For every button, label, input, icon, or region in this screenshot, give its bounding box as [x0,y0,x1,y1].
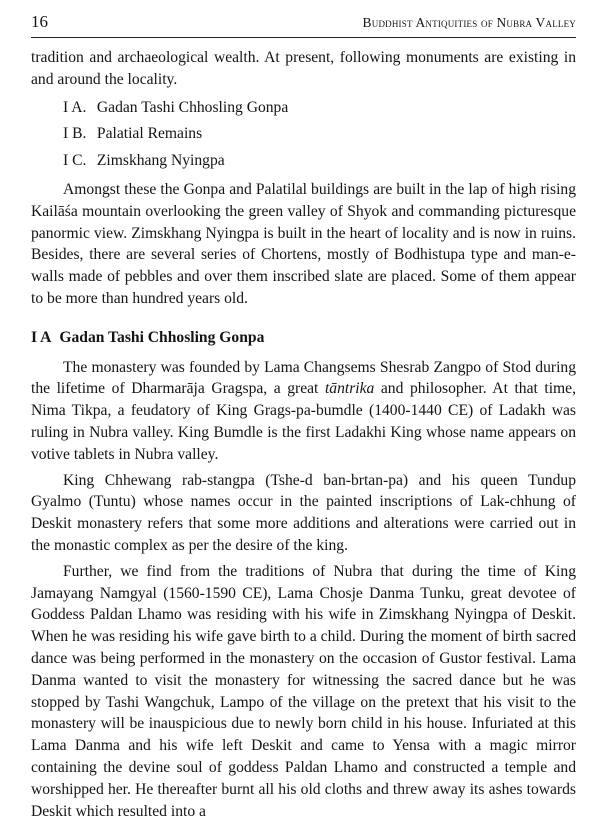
body-text [31,47,576,822]
list-item-label: I A. [63,98,87,116]
paragraph-text-start: The monastery was founded by Lama Changsems Shesrab Zangpo of Stod during the lifetime of Dharmarāja Gragspa, a great [31,358,576,398]
history-paragraph: King Chhewang rab-stangpa (Tshe-d ban-brtan-pa) and his queen Tundup Gyalmo (Tuntu) whose names occur in the painted inscriptions of Lak-chhung of Deskit monastery refers that some more additions and alterations were carried out in the monastic complex as per the desire of the king. [31,471,576,554]
list-item-name: Zimskhang Nyingpa [96,152,225,170]
italic-term: tāntrika [324,380,375,398]
list-item-label: I C. [63,152,87,170]
section-number: I A [31,328,52,346]
list-item [63,123,576,145]
history-paragraph: Further, we find from the traditions of Nubra that during the time of King Jamayang Namgyal (1560-1590 CE), Lama Chosje Danma Tunku, great devotee of Goddess Paldan Lhamo was residing with his wife in Zimskhang Nyingpa of Deskit. When he was residing his wife gave birth to a child. During the moment of birth sacred dance was being performed in the monastery on the occasion of Gustor festival. Lama Danma wanted to visit the monastery for witnessing the sacred dance but he was stopped by Tashi Wangchuk, Lampo of the village on the pretext that his visit to the monastery will be inauspicious due to newly born child in his house. Infuriated at this Lama Danma and his wife left Deskit and came to Yensa with a magic mirror containing the devine soul of goddess Paldan Lhamo and constructed a temple and worshipped her. He thereafter burnt all his old cloths and threw away its ashes towards Deskit which resulted into a [31,562,576,820]
description-paragraph: Amongst these the Gonpa and Palatilal buildings are built in the lap of high rising Kailāśa mountain overlooking the green valley of Shyok and commanding picturesque panormic view. Zimskhang Nyingpa is built in the heart of locality and is now in ruins. Besides, there are several series of Chortens, mostly of Bodhistupa type and man-e-walls made of pebbles and over them inscribed slate are placed. Some of them appear to be more than hundred years old. [31,180,576,307]
monument-list [63,97,576,172]
list-item [63,150,576,172]
section-heading [31,327,576,349]
page-number: 16 [31,12,48,31]
list-item-label: I B. [63,125,87,143]
intro-paragraph: tradition and archaeological wealth. At present, following monuments are existing in and around the locality. [31,49,576,88]
history-paragraph [31,357,576,466]
section-title: Gadan Tashi Chhosling Gonpa [59,328,265,346]
running-title: Buddhist Antiquities of Nubra Valley [362,15,576,30]
list-item [63,97,576,119]
list-item-name: Palatial Remains [96,125,203,143]
paragraph-text-end: and philosopher. At that time, Nima Tikpa, a feudatory of King Grags-pa-bumdle (1400-1440 CE) of Ladakh was ruling in Nubra valley. King Bumdle is the first Ladakhi King whose name appears on votive tablets in Nubra valley. [31,380,576,463]
running-header [31,9,576,38]
list-item-name: Gadan Tashi Chhosling Gonpa [96,98,289,116]
